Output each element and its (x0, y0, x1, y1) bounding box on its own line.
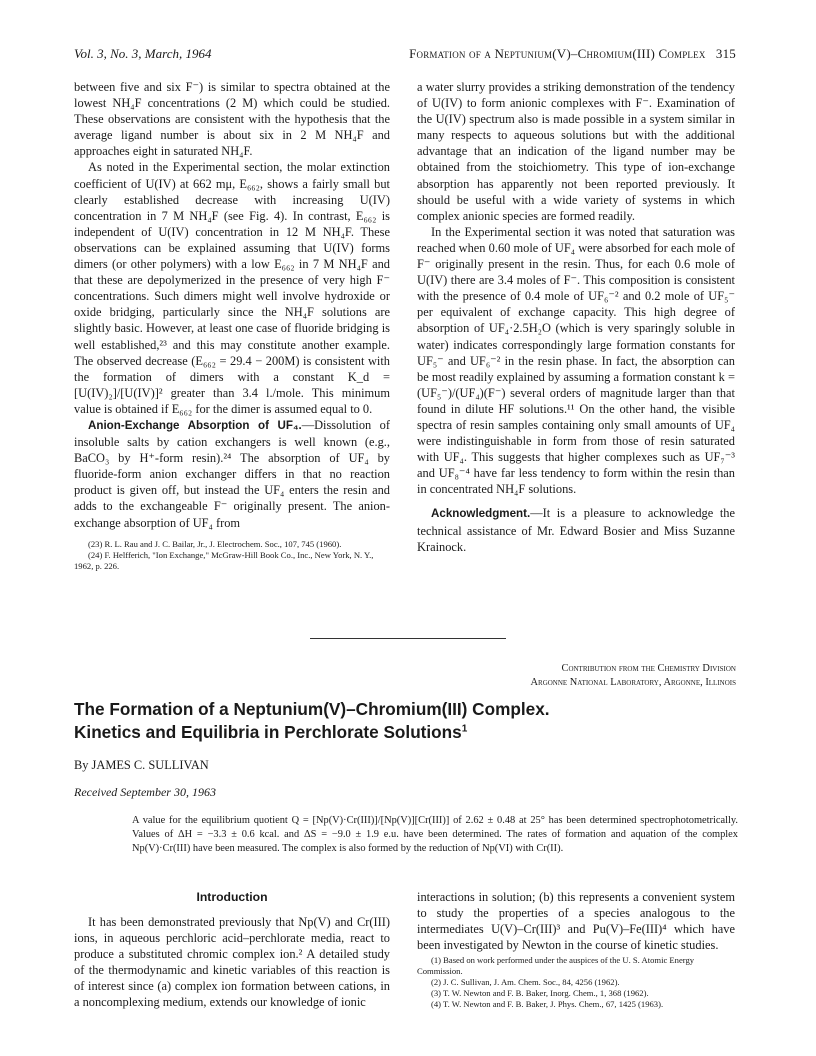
footnotes-top-left (74, 539, 390, 572)
paragraph: As noted in the Experimental section, the molar extinction coefficient of U(IV) at 662 mμ, E₆₆₂, shows a fairly small but clearly established decrease with increasing U(IV) concentration in 7 M NH₄F (see Fig. 4). In contrast, E₆₆₂ is independent of U(IV) concentration in 12 M NH₄F. These observations can be explained assuming that U(IV) forms dimers (or other polymers) with a low E₆₆₂ in 7 M NH₄F and that these are depolymerized in the presence of very high F⁻ concentrations. Such dimers might well involve hydroxide or oxide bridging, particularly since the NH₄F solutions are slightly basic. However, at least one case of fluoride bridging is well established,²³ and this may constitute another example. The observed decrease (E₆₆₂ = 29.4 − 200M) is consistent with the formation of dimers with a constant K_d = [U(IV)₂]/[U(IV)]² greater than 3.4 l./mole. This minimum value is obtained if E₆₆₂ for the dimer is assumed equal to 0. (74, 160, 390, 416)
article-title (74, 698, 754, 744)
running-head (74, 46, 736, 66)
right-column-top (417, 79, 735, 555)
article-title-line: Kinetics and Equilibria in Perchlorate Solutions (74, 722, 462, 742)
acknowledgment-body: —It is a pleasure to acknowledge the technical assistance of Mr. Edward Bosier and Miss Suzanne Krainock. (417, 506, 735, 554)
paragraph: between five and six F⁻) is similar to spectra obtained at the lowest NH₄F concentrations (2 M) which could be studied. These observations are consistent with the hypothesis that the average ligand number is about six in 2 M NH₄F and approaches eight in saturated NH₄F. (74, 80, 390, 159)
footnote: (23) R. L. Rau and J. C. Bailar, Jr., J. Electrochem. Soc., 107, 745 (1960). (88, 538, 342, 549)
article-title-line: The Formation of a Neptunium(V)–Chromium(III) Complex. (74, 699, 550, 719)
left-column-top (74, 79, 390, 572)
title-footnote-marker: 1 (461, 723, 468, 735)
footnote: (4) T. W. Newton and F. B. Baker, J. Phys. Chem., 67, 1425 (1963). (431, 999, 664, 1010)
abstract: A value for the equilibrium quotient Q = [Np(V)·Cr(III)]/[Np(V)][Cr(III)] of 2.62 ± 0.48 at 25° has been determined spectrophotometrically. Values of ΔH = −3.3 ± 0.6 kcal. and ΔS = −9.0 ± 1.9 e.u. have been determined. The rates of formation and aquation of the complex Np(V)·Cr(III) have been measured. The complex is also formed by the reduction of Np(VI) with Cr(II). (132, 815, 738, 855)
run-in-heading: Anion-Exchange Absorption of UF₄. (88, 418, 302, 432)
received-date: Received September 30, 1963 (74, 785, 216, 799)
footnote: (3) T. W. Newton and F. B. Baker, Inorg. Chem., 1, 368 (1962). (431, 988, 649, 999)
running-head-right (409, 46, 736, 62)
paragraph (74, 417, 390, 531)
paragraph: interactions in solution; (b) this represents a convenient system to study the properties of a species analogous to the intermediates U(V)–Cr(III)³ and Pu(V)–Fe(III)⁴ which have been investigated by Newton in the course of kinetic studies. (417, 890, 735, 953)
intro-right-column (417, 889, 735, 1010)
intro-left-column (74, 914, 390, 1011)
footnote: (24) F. Helfferich, "Ion Exchange," McGraw-Hill Book Co., Inc., New York, N. Y., 1962, p. 226. (74, 549, 374, 571)
footnote: (1) Based on work performed under the auspices of the U. S. Atomic Energy Commission. (417, 955, 695, 977)
running-title: Formation of a Neptunium(V)–Chromium(III) Complex (409, 46, 706, 61)
page-number: 315 (715, 46, 736, 61)
contribution-line: Contribution from the Chemistry Division (561, 663, 736, 674)
acknowledgment (417, 505, 735, 554)
contribution-note (531, 662, 736, 690)
journal-volume-issue: Vol. 3, No. 3, March, 1964 (74, 46, 212, 61)
section-heading: Introduction (196, 890, 268, 904)
acknowledgment-title: Acknowledgment. (431, 507, 531, 521)
author-byline: By JAMES C. SULLIVAN (74, 758, 209, 772)
paragraph: a water slurry provides a striking demonstration of the tendency of U(IV) to form anionic complexes with F⁻. Examination of the U(IV) spectrum also is made possible in a system similar in many respects to aqueous solutions but with the additional advantage that an indication of the ligand number may be obtained from the stoichiometry. This type of ion-exchange absorption has apparently not been reported previously. It should be useful with a wide variety of systems in which complex anionic species are formed readily. (417, 80, 735, 223)
paragraph: In the Experimental section it was noted that saturation was reached when 0.60 mole of UF₄ were absorbed for each mole of F⁻ originally present in the resin. Thus, for each 0.6 mole of U(IV) there are 3.4 moles of F⁻. This composition is consistent with the presence of 0.4 mole of UF₆⁻² and 0.2 mole of UF₅⁻ per equivalent of exchange capacity. This high degree of absorption of UF₄·2.5H₂O (which is very sparingly soluble in water) indicates correspondingly large formation constants for UF₅⁻ and UF₆⁻² in the resin phase. In fact, the absorption can be most readily explained by assuming a formation constant k = (UF₅⁻)/(UF₄)(F⁻) several orders of magnitude larger than that found in dilute HF solutions.¹¹ On the other hand, the visible spectra of resin samples containing only small amounts of UF₄ were indistinguishable in form from those of resin saturated with UF₄. This suggests that higher complexes such as UF₇⁻³ and UF₈⁻⁴ have far less tendency to form within the resin than in concentrated NH₄F solutions. (417, 224, 735, 497)
paragraph-body: —Dissolution of insoluble salts by cation exchangers is well known (e.g., BaCO₃ by H⁺-form resin).²⁴ The absorption of UF₄ by fluoride-form anion exchanger differs in that no reaction product is given off, but instead the UF₄ enters the resin and adds to the exchangeable F⁻ originally present. The anion-exchange absorption of UF₄ from (74, 417, 390, 530)
footnote: (2) J. C. Sullivan, J. Am. Chem. Soc., 84, 4256 (1962). (431, 977, 620, 988)
footnotes-bottom-right (417, 955, 735, 1010)
section-divider (310, 638, 506, 639)
paragraph: It has been demonstrated previously that Np(V) and Cr(III) ions, in aqueous perchloric acid–perchlorate media, react to produce a substituted chromic complex ion.² A detailed study of the thermodynamic and kinetic variables of this reaction is of interest since (a) complex ion formation between cations, in a noncomplexing medium, extends our knowledge of ionic (74, 915, 390, 1010)
contribution-line: Argonne National Laboratory, Argonne, Illinois (530, 677, 736, 688)
